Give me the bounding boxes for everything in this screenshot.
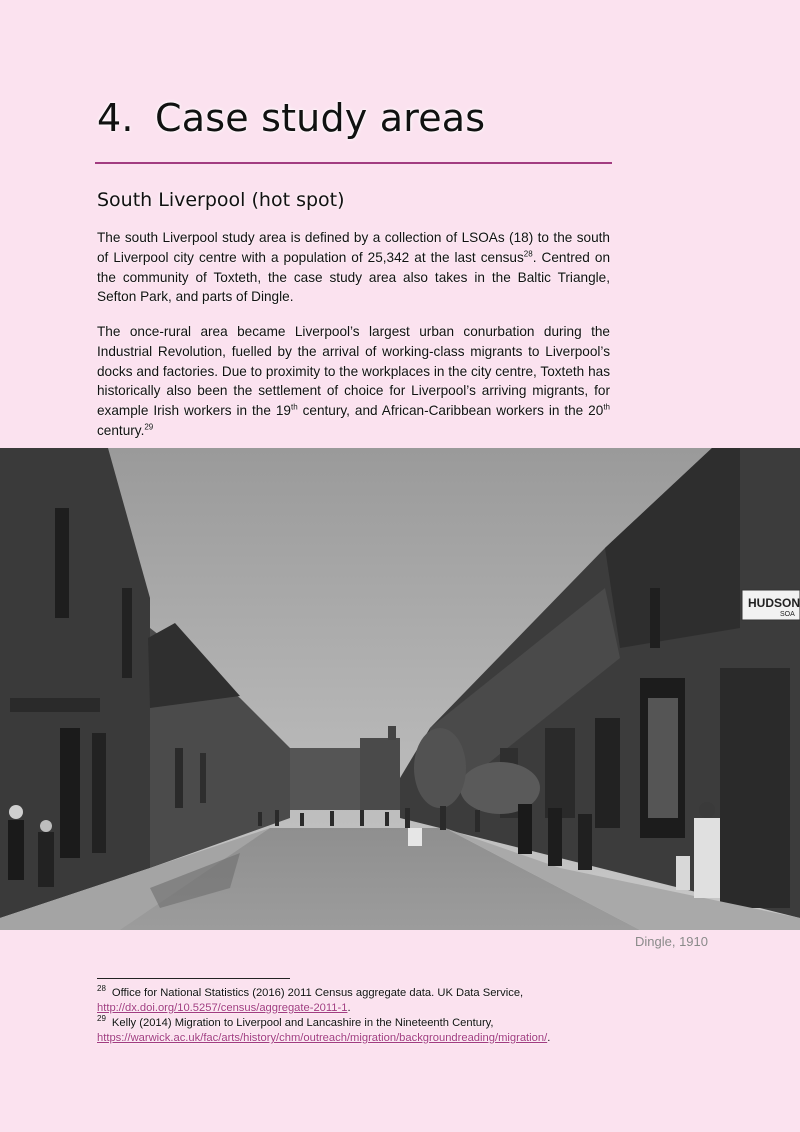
footnote-text: Office for National Statistics (2016) 2011 Census aggregate data. UK Data Service,: [111, 987, 524, 999]
distant-building: [285, 748, 365, 810]
footnote-link[interactable]: http://dx.doi.org/10.5257/census/aggregate-2011-1: [97, 1002, 348, 1014]
paragraph-1-text-b: . Centred on the community of Toxteth, the case study area also takes in the Baltic Triangle, Sefton Park, and parts of Dingle.: [97, 249, 611, 305]
paragraph-1: [97, 228, 610, 307]
footnote-end: .: [547, 1032, 551, 1044]
paragraph-2-text-a: The once-rural area became Liverpool’s largest urban conurbation during the Industrial Revolution, fuelled by the arrival of working-class migrants to Liverpool’s docks and factories. Due to proximity to the workplaces in the city centre, Toxteth has historically also been the settlement of choice for Liverpool’s arriving migrants, for example Irish workers in the 19: [97, 324, 610, 419]
title-rule: [95, 162, 612, 164]
footnote-end: .: [347, 1002, 351, 1014]
street-scene-illustration: [0, 448, 800, 930]
footnote-29: [97, 1016, 610, 1046]
footnote-mark: 28: [97, 984, 106, 994]
photo-caption: Dingle, 1910: [635, 934, 708, 949]
ordinal-suffix-20th: th: [603, 402, 610, 412]
footnote-28: [97, 986, 610, 1016]
footnote-text: Kelly (2014) Migration to Liverpool and Lancashire in the Nineteenth Century,: [111, 1017, 494, 1029]
chapter-title-text: Case study areas: [155, 96, 486, 140]
street-sign-line-1: HUDSON: [748, 596, 800, 610]
footnote-ref-28[interactable]: 28: [523, 249, 533, 259]
footnote-mark: 29: [97, 1014, 106, 1024]
chapter-number: 4.: [97, 96, 134, 140]
street-sign-line-2: SOA: [780, 611, 795, 618]
paragraph-2-text-b: century, and African-Caribbean workers in the 20: [297, 403, 604, 419]
footnote-ref-29[interactable]: 29: [144, 422, 154, 432]
footnote-rule: [97, 978, 290, 979]
street-photo: [0, 448, 800, 930]
paragraph-2-text-c: century.: [97, 422, 145, 438]
section-heading: South Liverpool (hot spot): [97, 189, 345, 211]
paragraph-2: [97, 322, 610, 441]
chapter-title: [97, 96, 485, 140]
paragraph-1-text-a: The south Liverpool study area is defined by a collection of LSOAs (18) to the south of Liverpool city centre with a population of 25,342 at the last census: [97, 230, 610, 265]
ordinal-suffix-19th: th: [290, 402, 298, 412]
footnote-link[interactable]: https://warwick.ac.uk/fac/arts/history/chm/outreach/migration/backgroundreading/migration/: [97, 1032, 548, 1044]
